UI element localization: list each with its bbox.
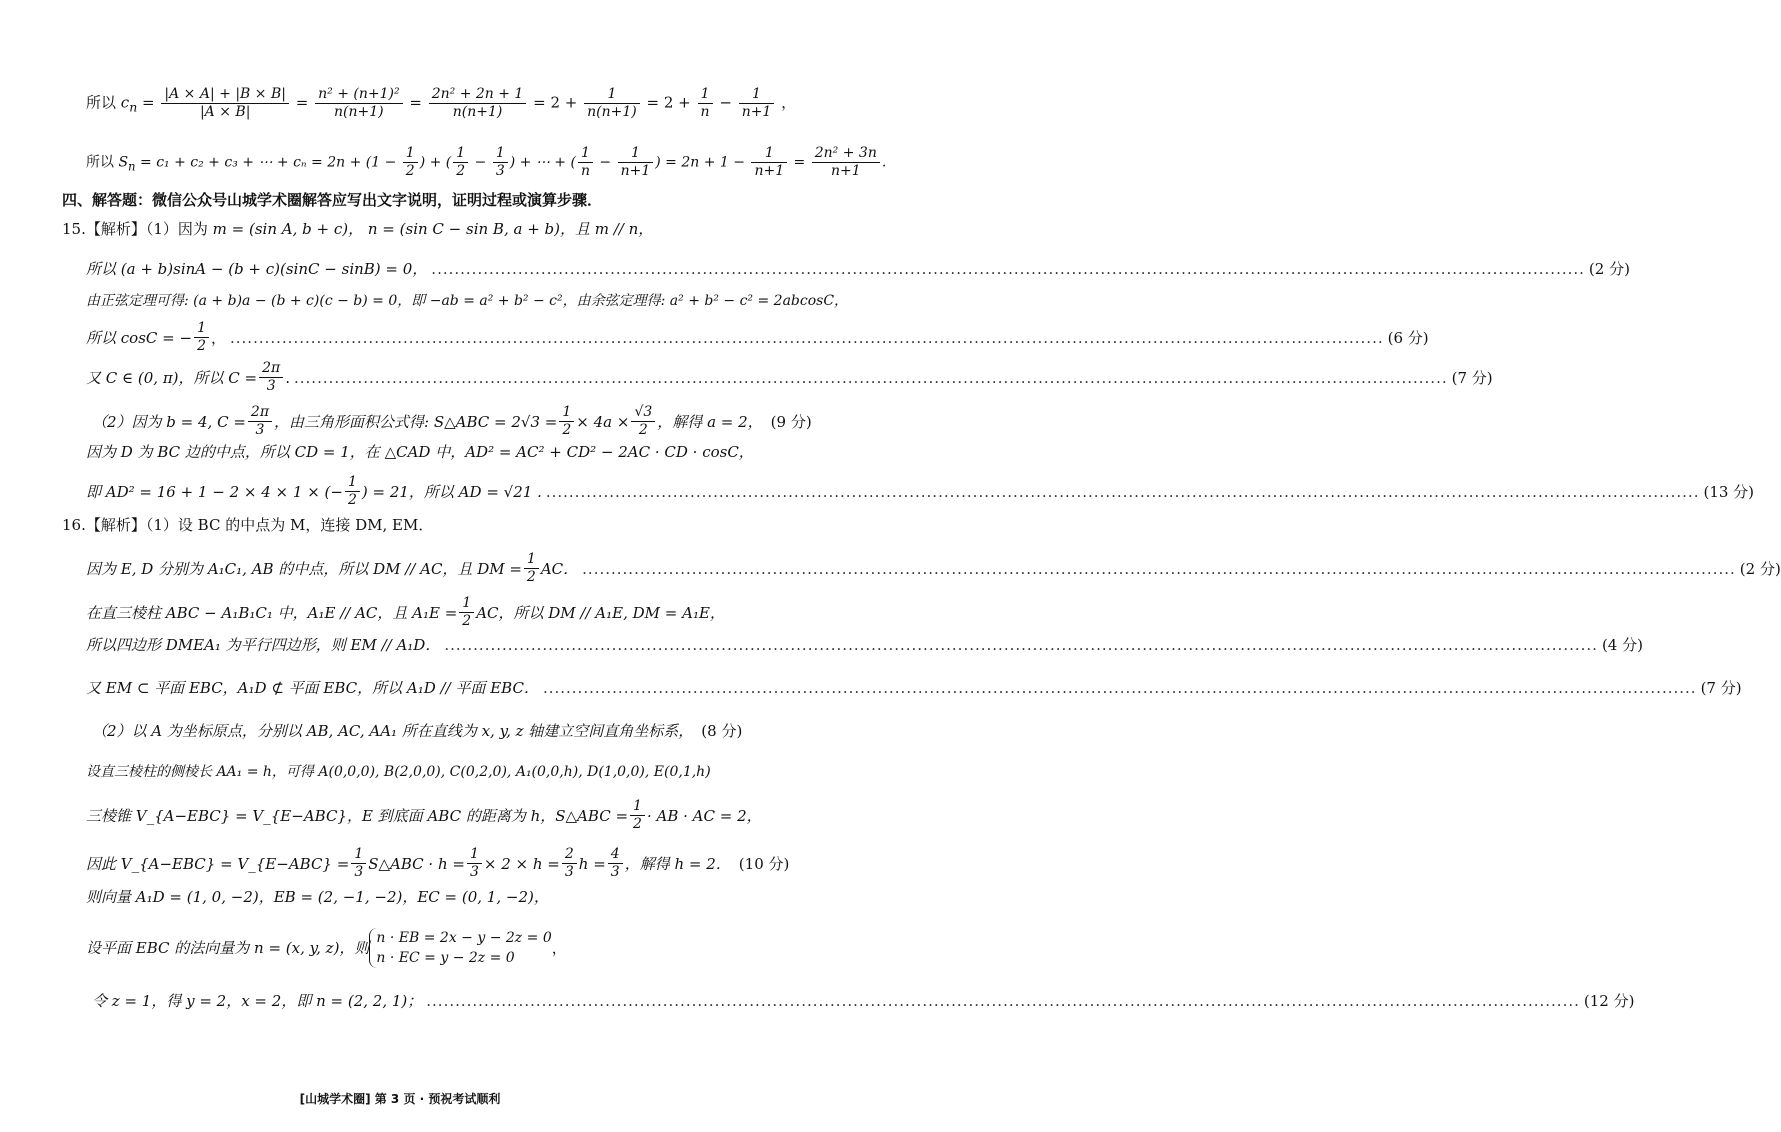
q15-head: 15.【解析】（1）因为: [62, 220, 208, 238]
num: 1: [345, 474, 360, 492]
q15-step3: [86, 320, 1429, 355]
num: 1: [459, 595, 474, 613]
fraction: [608, 846, 623, 881]
fraction: [248, 404, 272, 439]
q15-step2: [86, 289, 849, 312]
num: 1: [630, 798, 645, 816]
text: = c₁ + c₂ + c₃ + ⋯ + cₙ = 2n +: [135, 154, 366, 171]
score: (7 分): [1700, 679, 1742, 697]
num: √3: [631, 404, 655, 422]
den: 2: [197, 338, 206, 354]
score: (7 分): [1451, 368, 1493, 387]
fraction: [812, 145, 880, 180]
step-text: ，: [551, 939, 567, 957]
q15-step4: [86, 360, 1493, 395]
fraction: [161, 86, 289, 121]
step-text: h =: [578, 854, 606, 873]
text: = 2 +: [646, 93, 691, 112]
den: 3: [354, 864, 364, 880]
den: n(n+1): [587, 104, 637, 120]
step-text: 所以 (a + b)sinA − (b + c)(sinC − sinB) = 0，: [86, 260, 428, 278]
step-text: ，: [210, 328, 226, 347]
sub-n: n: [129, 99, 138, 115]
q16-step11: [92, 990, 1635, 1012]
num: 2n² + 2n + 1: [429, 86, 527, 104]
fraction: [345, 474, 360, 509]
fraction: [315, 86, 402, 121]
fraction: [259, 360, 283, 395]
den: 2: [633, 816, 642, 832]
text: ) = 2n + 1 −: [655, 154, 750, 171]
step-text: 即 AD² = 16 + 1 − 2 × 4 × 1 × (−: [86, 482, 343, 501]
step-text: 所以四边形 DMEA₁ 为平行四边形，则 EM // A₁D．: [86, 636, 441, 654]
q16-step5: [92, 720, 742, 742]
num: 1: [739, 86, 775, 104]
num: |A × A| + |B × B|: [161, 86, 289, 104]
step-text: 设直三棱柱的侧棱长 AA₁ = h，可得 A(0,0,0), B(2,0,0), C(0,2,0), A₁(0,0,h), D(1,0,0), E(0,1,h): [86, 764, 711, 780]
num: 1: [751, 145, 787, 163]
vector-m: m = (sin A, b + c)，: [207, 220, 364, 238]
num: 1: [559, 404, 574, 422]
fraction: [584, 86, 640, 121]
score: (12 分): [1583, 992, 1635, 1010]
step-text: 因此 V_{A−EBC} = V_{E−ABC} =: [86, 854, 350, 873]
num: 1: [618, 145, 654, 163]
fraction: [459, 595, 474, 630]
step-text: 三棱锥 V_{A−EBC} = V_{E−ABC}，E 到底面 ABC 的距离为 h，S△ABC =: [86, 806, 629, 825]
step-text: （2）因为 b = 4, C =: [92, 412, 246, 431]
cn-formula-line: 所以 $c_n$ = $\frac{|A \times A| + |B \times B|}{|A \times B|}$ = $\frac{\text{n² + (n+1)²}}{n(n+1)}$ = $\frac{\text{2n² + 2n + 1}}{n(n+1)}$ = 2 + $\frac{1}{n(n+1)}$ = 2 + $\frac{1}{n}$ − $\frac{1}{n+1}$ ，: [86, 86, 797, 120]
sub-n: n: [128, 159, 136, 174]
step-text: .: [285, 368, 290, 387]
fraction: [524, 551, 539, 586]
den: 2: [456, 163, 466, 179]
den: n(n+1): [452, 104, 503, 120]
fraction: [751, 145, 787, 180]
score: (8 分): [701, 722, 743, 740]
leader-dots: [294, 367, 1448, 389]
step-text: 因为 D 为 BC 边的中点，所以 CD = 1，在 △CAD 中，AD² = AC² + CD² − 2AC · CD · cosC，: [86, 443, 754, 461]
q16-step1: [86, 551, 1781, 586]
step-text: 所以 cosC = −: [86, 328, 193, 347]
step-text: ) = 21，所以 AD = √21 .: [361, 482, 542, 501]
step-text: 则向量 A₁D = (1, 0, −2)，EB = (2, −1, −2)，EC = (0, 1, −2)，: [86, 888, 549, 906]
den: 2: [347, 492, 357, 508]
leader-dots: [230, 327, 1384, 349]
den: 2: [562, 422, 572, 438]
fraction: [562, 846, 577, 881]
step-text: 又 EM ⊂ 平面 EBC，A₁D ⊄ 平面 EBC，所以 A₁D // 平面 EBC．: [86, 679, 539, 697]
num: 2π: [248, 404, 272, 422]
text: ) + (: [419, 154, 452, 171]
fraction: [493, 145, 508, 180]
fraction: [403, 145, 418, 180]
score: (2 分): [1588, 260, 1630, 278]
text: −: [594, 154, 616, 171]
score: (9 分): [770, 412, 812, 431]
leader-dots: [582, 558, 1736, 580]
num: 2n² + 3n: [812, 145, 880, 163]
fraction: [559, 404, 574, 439]
step-text: 由正弦定理可得: (a + b)a − (b + c)(c − b) = 0，即 −ab = a² + b² − c²，由余弦定理得: a² + b² − c² = 2abcosC，: [86, 293, 849, 309]
den: n+1: [754, 163, 785, 179]
den: n+1: [830, 163, 861, 179]
num: 1: [351, 846, 366, 864]
q16-step4: [86, 677, 1742, 699]
fraction: [194, 320, 209, 355]
fraction: [578, 145, 593, 180]
fraction: [618, 145, 654, 180]
step-text: × 2 × h =: [483, 854, 560, 873]
num: 1: [698, 86, 713, 104]
num: 4: [608, 846, 623, 864]
step-text: ，解得 h = 2．: [624, 854, 731, 873]
den: 2: [462, 613, 472, 629]
den: n(n+1): [334, 104, 384, 120]
num: 1: [194, 320, 209, 338]
q16-step2: [86, 595, 742, 630]
score: (13 分): [1703, 482, 1755, 501]
equation-system: [369, 928, 551, 968]
q16-step8: [86, 846, 790, 881]
score: (6 分): [1387, 328, 1429, 347]
step-text: AC．: [540, 559, 579, 578]
den: 3: [255, 422, 265, 438]
equation-2: n · EC = y − 2z = 0: [376, 950, 515, 966]
q15-step7: [86, 474, 1755, 509]
text-lead: 所以: [86, 154, 114, 171]
fraction: [630, 798, 645, 833]
text: −: [470, 154, 491, 171]
text: =: [789, 154, 810, 171]
den: 2: [405, 163, 415, 179]
step-text: 在直三棱柱 ABC − A₁B₁C₁ 中，A₁E // AC，且 A₁E =: [86, 603, 458, 622]
q15-step1: [86, 258, 1630, 280]
fraction: [429, 86, 527, 121]
fraction: [631, 404, 655, 439]
den: 3: [469, 864, 479, 880]
step-text: 令 z = 1，得 y = 2，x = 2，即 n = (2, 2, 1)；: [92, 992, 423, 1010]
den: 3: [266, 378, 276, 394]
den: n+1: [620, 163, 651, 179]
q16-step10: [86, 928, 742, 968]
num: 1: [578, 145, 593, 163]
eq-sign: =: [142, 93, 155, 112]
q16-step3: [86, 634, 1643, 656]
den: 2: [526, 569, 536, 585]
text: (1 −: [365, 154, 401, 171]
num: 1: [584, 86, 640, 104]
den: 3: [564, 864, 574, 880]
score: (10 分): [738, 854, 790, 873]
step-text: ，解得 a = 2，: [657, 412, 763, 431]
text: = 2 +: [533, 93, 578, 112]
num: 1: [493, 145, 508, 163]
fraction: [467, 846, 482, 881]
fraction: [739, 86, 775, 121]
num: 2π: [259, 360, 283, 378]
den: 2: [638, 422, 648, 438]
score: (2 分): [1739, 559, 1781, 578]
fraction: [351, 846, 366, 881]
q16-step7: [86, 798, 762, 833]
sn-formula-line: [86, 145, 887, 180]
q15-step5: [92, 404, 812, 439]
q16-step6: [86, 760, 742, 783]
num: 1: [524, 551, 539, 569]
leader-dots: [426, 990, 1580, 1012]
vector-n: n = (sin C − sin B, a + b)，且 m // n，: [363, 220, 654, 238]
num: 1: [403, 145, 418, 163]
den: n+1: [741, 104, 772, 120]
score: (4 分): [1601, 636, 1643, 654]
fraction: [698, 86, 713, 121]
step-text: 因为 E, D 分别为 A₁C₁, AB 的中点，所以 DM // AC，且 DM =: [86, 559, 522, 578]
q15-head-line: [62, 218, 742, 240]
den: |A × B|: [199, 104, 251, 120]
num: 1: [467, 846, 482, 864]
step-text: ，由三角形面积公式得: S△ABC = 2√3 =: [274, 412, 558, 431]
num: n² + (n+1)²: [315, 86, 402, 104]
q16-head-line: [62, 514, 742, 536]
step-text: S△ABC · h =: [368, 854, 465, 873]
num: 2: [562, 846, 577, 864]
leader-dots: [444, 634, 1598, 656]
den: n: [580, 163, 590, 179]
equation-1: n · EB = 2x − y − 2z = 0: [376, 930, 552, 946]
num: 1: [453, 145, 468, 163]
var-c: c: [120, 93, 130, 112]
step-text: 设平面 EBC 的法向量为 n = (x, y, z)，则: [86, 939, 370, 957]
text: ，: [781, 93, 797, 112]
var-s: S: [118, 154, 129, 171]
den: 3: [610, 864, 620, 880]
leader-dots: [546, 481, 1700, 503]
text: −: [719, 93, 732, 112]
step-text: × 4a ×: [576, 412, 630, 431]
text: ) + ⋯ + (: [509, 154, 576, 171]
den: 3: [495, 163, 505, 179]
den: n: [700, 104, 710, 120]
q16-head: 16.【解析】（1）设 BC 的中点为 M，连接 DM, EM．: [62, 516, 434, 534]
q15-step6: [86, 441, 754, 463]
text-lead: 所以: [86, 93, 117, 112]
page-footer: [山城学术圈] 第 3 页 · 预祝考试顺利: [299, 1092, 501, 1106]
step-text: （2）以 A 为坐标原点，分别以 AB, AC, AA₁ 所在直线为 x, y, z 轴建立空间直角坐标系，: [92, 722, 694, 740]
text: .: [881, 154, 887, 171]
step-text: 又 C ∈ (0, π)，所以 C =: [86, 368, 258, 387]
fraction: [453, 145, 468, 180]
step-text: AC，所以 DM // A₁E, DM = A₁E，: [476, 603, 725, 622]
section-heading: 四、解答题：微信公众号山城学术圈解答应写出文字说明，证明过程或演算步骤．: [62, 191, 603, 209]
q16-step9: [86, 886, 742, 908]
leader-dots: [543, 677, 1697, 699]
step-text: · AB · AC = 2，: [646, 806, 762, 825]
leader-dots: [431, 258, 1585, 280]
